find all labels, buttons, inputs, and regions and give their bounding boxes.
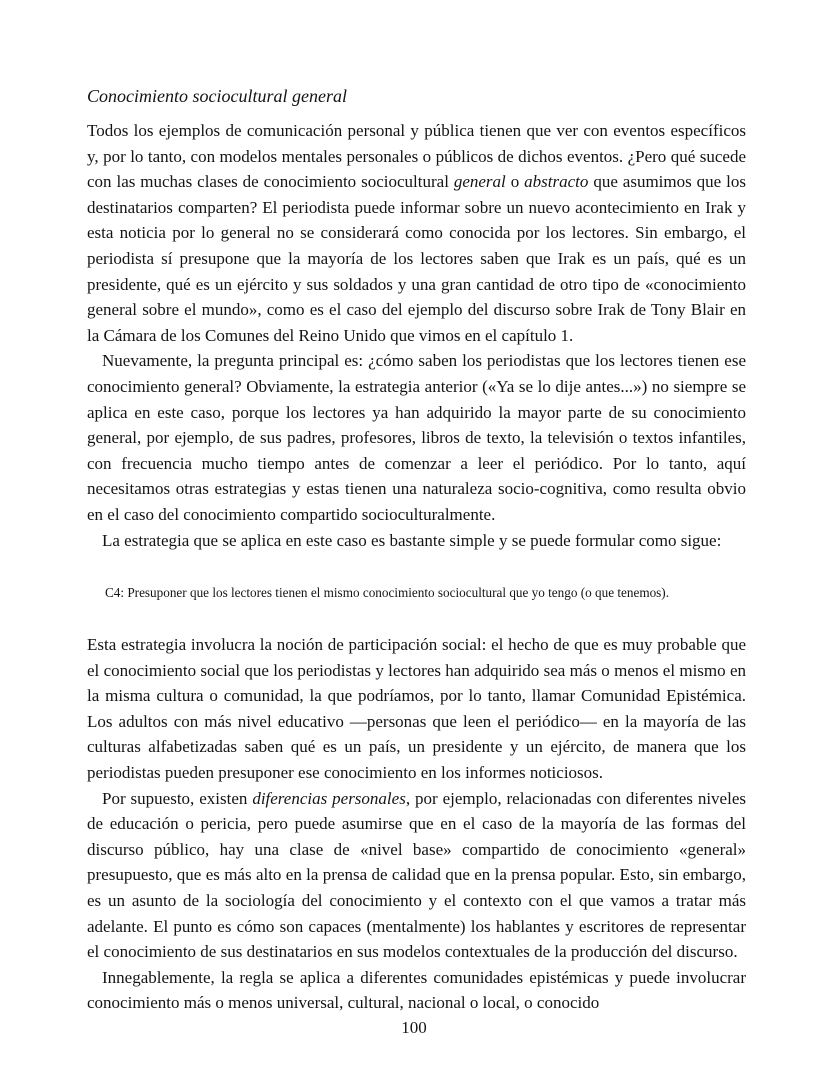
- paragraph-6: Innegablemente, la regla se aplica a diferentes comunidades epistémicas y puede involucrar conocimiento más o menos universal, cultural, nacional o local, o conocido: [87, 967, 746, 1013]
- section-heading: Conocimiento sociocultural general: [87, 86, 347, 106]
- block-quote-c4: C4: Presuponer que los lectores tienen el mismo conocimiento sociocultural que yo tengo (o que tenemos).: [105, 585, 669, 601]
- paragraph-1: Todos los ejemplos de comunicación personal y pública tienen que ver con eventos específicos y, por lo tanto, con modelos mentales personales o públicos de dichos eventos. ¿Pero qué sucede con las muchas clases de conocimiento sociocultural general o abstracto que asumimos que los destinatarios comparten? El periodista puede informar sobre un nuevo acontecimiento en Irak y esta noticia por lo general no se considerará como conocida por los lectores. Sin embargo, el periodista sí presupone que la mayoría de los lectores saben que Irak es un país, qué es un presidente, qué es un ejército y sus soldados y una gran cantidad de otro tipo de «conocimiento general sobre el mundo», como es el caso del ejemplo del discurso sobre Irak de Tony Blair en la Cámara de los Comunes del Reino Unido que vimos en el capítulo 1.: [87, 121, 746, 345]
- paragraph-2: Nuevamente, la pregunta principal es: ¿cómo saben los periodistas que los lectores tienen ese conocimiento general? Obviamente, la estrategia anterior («Ya se lo dije antes...») no siempre se aplica en este caso, porque los lectores ya han adquirido la mayor parte de su conocimiento general, por ejemplo, de sus padres, profesores, libros de texto, la televisión o textos infantiles, con frecuencia mucho tiempo antes de comenzar a leer el periódico. Por lo tanto, aquí necesitamos otras estrategias y estas tienen una naturaleza socio-cognitiva, como resulta obvio en el caso del conocimiento compartido socioculturalmente.: [87, 351, 746, 524]
- page-number: 100: [401, 1018, 427, 1037]
- body-text: [87, 118, 746, 1016]
- paragraph-3: La estrategia que se aplica en este caso es bastante simple y se puede formular como sigue:: [102, 530, 722, 550]
- paragraph-5: Por supuesto, existen diferencias personales, por ejemplo, relacionadas con diferentes niveles de educación o pericia, pero puede asumirse que en el caso de la mayoría de las formas del discurso público, hay una clase de «nivel base» compartido de conocimiento «general» presupuesto, que es más alto en la prensa de calidad que en la prensa popular. Esto, sin embargo, es un asunto de la sociología del conocimiento y el contexto con el que vamos a tratar más adelante. El punto es cómo son capaces (mentalmente) los hablantes y escritores de representar el conocimiento de sus destinatarios en sus modelos contextuales de la producción del discurso.: [87, 788, 746, 962]
- paragraph-4: Esta estrategia involucra la noción de participación social: el hecho de que es muy probable que el conocimiento social que los periodistas y lectores han adquirido sea más o menos el mismo en la misma cultura o comunidad, la que podríamos, por lo tanto, llamar Comunidad Epistémica. Los adultos con más nivel educativo —personas que leen el periódico— en la mayoría de las culturas alfabetizadas saben qué es un país, un presidente y un ejército, de manera que los periodistas pueden presuponer ese conocimiento en los informes noticiosos.: [87, 635, 746, 783]
